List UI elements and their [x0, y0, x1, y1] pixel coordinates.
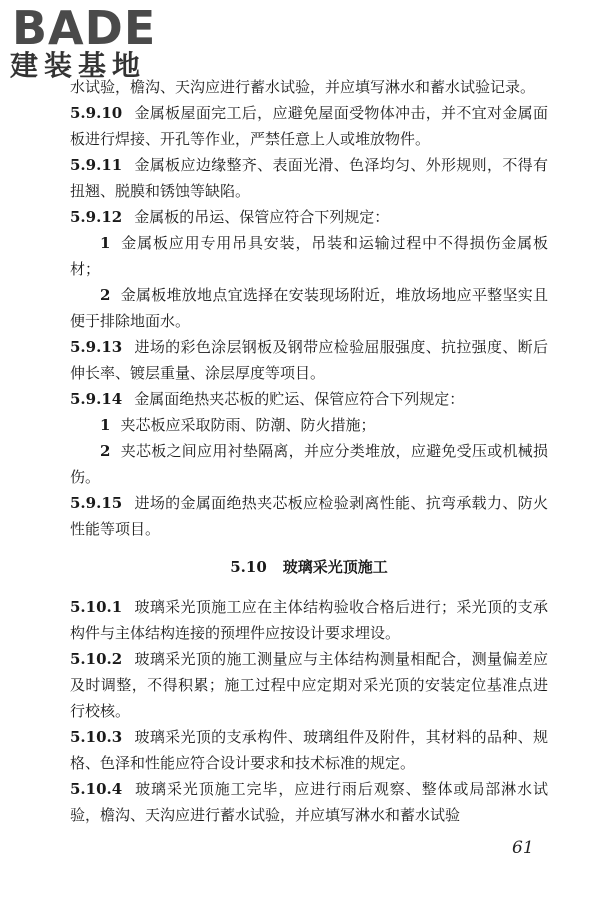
sub-clause-2	[70, 282, 548, 334]
clause-5-9-15	[70, 490, 548, 542]
sub-clause-text: 金属板应用专用吊具安装，吊装和运输过程中不得损伤金属板材；	[70, 234, 548, 278]
sub-clause-text: 夹芯板之间应用衬垫隔离，并应分类堆放，应避免受压或机械损伤。	[70, 442, 548, 486]
clause-number: 5.9.11	[70, 156, 123, 174]
clause-5-10-3	[70, 724, 548, 776]
clause-number: 5.10.4	[70, 780, 123, 798]
paragraph-text: 水试验，檐沟、天沟应进行蓄水试验，并应填写淋水和蓄水试验记录。	[70, 78, 536, 96]
sub-clause-text: 夹芯板应采取防雨、防潮、防火措施；	[120, 416, 376, 434]
clause-number: 5.9.15	[70, 494, 123, 512]
section-title: 玻璃采光顶施工	[282, 558, 388, 576]
clause-number: 5.9.13	[70, 338, 123, 356]
section-heading	[70, 554, 548, 580]
section-number: 5.10	[230, 558, 267, 576]
paragraph	[70, 74, 548, 100]
sub-clause-number: 1	[100, 234, 111, 252]
clause-number: 5.9.12	[70, 208, 123, 226]
document-body	[70, 74, 548, 828]
logo	[8, 2, 183, 84]
logo-subtitle: 建装基地	[10, 49, 147, 82]
clause-number: 5.10.2	[70, 650, 123, 668]
clause-text: 金属板应边缘整齐、表面光滑、色泽均匀、外形规则，不得有扭翘、脱膜和锈蚀等缺陷。	[70, 156, 548, 200]
sub-clause-1	[70, 230, 548, 282]
clause-number: 5.9.10	[70, 104, 123, 122]
clause-text: 进场的彩色涂层钢板及钢带应检验屈服强度、抗拉强度、断后伸长率、镀层重量、涂层厚度等项目。	[70, 338, 548, 382]
clause-5-10-1	[70, 594, 548, 646]
clause-text: 玻璃采光顶的支承构件、玻璃组件及附件，其材料的品种、规格、色泽和性能应符合设计要求和技术标准的规定。	[70, 728, 548, 772]
clause-5-9-14	[70, 386, 548, 412]
sub-clause-text: 金属板堆放地点宜选择在安装现场附近，堆放场地应平整坚实且便于排除地面水。	[70, 286, 548, 330]
clause-number: 5.10.3	[70, 728, 123, 746]
sub-clause-number: 2	[100, 442, 111, 460]
clause-number: 5.9.14	[70, 390, 123, 408]
sub-clause-2	[70, 438, 548, 490]
clause-text: 玻璃采光顶施工应在主体结构验收合格后进行；采光顶的支承构件与主体结构连接的预埋件应按设计要求埋设。	[70, 598, 548, 642]
clause-5-10-4	[70, 776, 548, 828]
clause-text: 金属板屋面完工后，应避免屋面受物体冲击，并不宜对金属面板进行焊接、开孔等作业，严禁任意上人或堆放物件。	[70, 104, 548, 148]
clause-5-10-2	[70, 646, 548, 724]
clause-text: 金属板的吊运、保管应符合下列规定：	[134, 208, 390, 226]
sub-clause-number: 2	[100, 286, 111, 304]
sub-clause-number: 1	[100, 416, 111, 434]
sub-clause-1	[70, 412, 548, 438]
clause-text: 金属面绝热夹芯板的贮运、保管应符合下列规定：	[134, 390, 465, 408]
clause-5-9-13	[70, 334, 548, 386]
clause-5-9-11	[70, 152, 548, 204]
clause-text: 进场的金属面绝热夹芯板应检验剥离性能、抗弯承载力、防火性能等项目。	[70, 494, 548, 538]
clause-text: 玻璃采光顶施工完毕，应进行雨后观察、整体或局部淋水试验，檐沟、天沟应进行蓄水试验，并应填写淋水和蓄水试验	[70, 780, 548, 824]
clause-number: 5.10.1	[70, 598, 123, 616]
logo-brand: BADE	[12, 1, 157, 55]
clause-5-9-10	[70, 100, 548, 152]
clause-5-9-12	[70, 204, 548, 230]
page-number: 61	[512, 838, 534, 858]
clause-text: 玻璃采光顶的施工测量应与主体结构测量相配合，测量偏差应及时调整，不得积累；施工过程中应定期对采光顶的安装定位基准点进行校核。	[70, 650, 548, 720]
